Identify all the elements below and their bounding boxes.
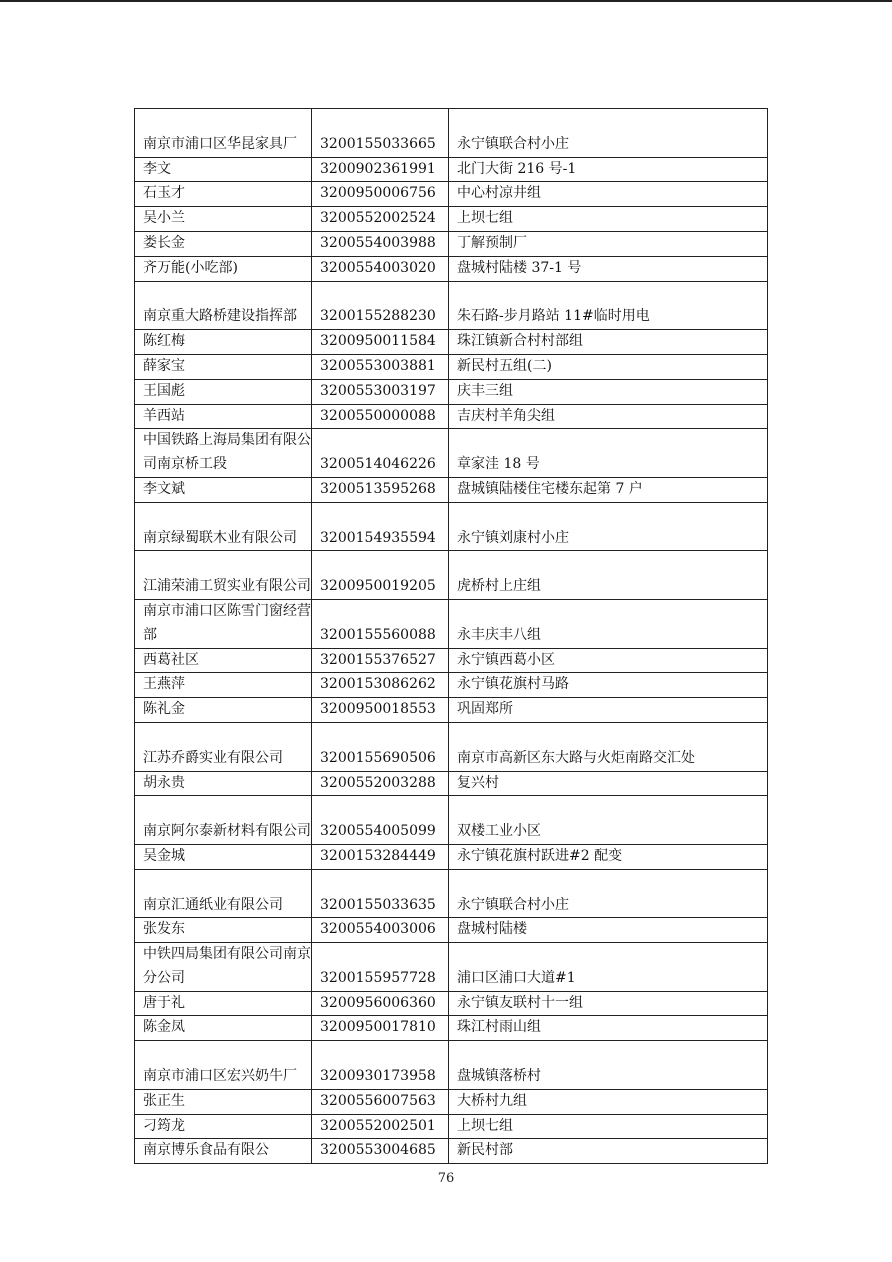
- cell-name: 羊西站: [135, 404, 312, 429]
- cell-address: 吉庆村羊角尖组: [449, 404, 768, 429]
- cell-account-number: 3200930173958: [312, 1041, 449, 1090]
- cell-account-number: 3200155560088: [312, 599, 449, 648]
- cell-name: 薛家宝: [135, 354, 312, 379]
- cell-account-number: 3200552003288: [312, 771, 449, 796]
- cell-name: 陈礼金: [135, 698, 312, 723]
- cell-account-number: 3200155033635: [312, 869, 449, 918]
- cell-address: 巩固郑所: [449, 698, 768, 723]
- cell-address: 珠江村雨山组: [449, 1016, 768, 1041]
- cell-address: 新民村部: [449, 1139, 768, 1164]
- cell-address: 章家洼 18 号: [449, 429, 768, 478]
- cell-account-number: 3200155033665: [312, 109, 449, 158]
- cell-account-number: 3200155288230: [312, 281, 449, 330]
- cell-address: 盘城镇陆楼住宅楼东起第 7 户: [449, 477, 768, 502]
- cell-name: 南京重大路桥建设指挥部: [135, 281, 312, 330]
- table-row: [135, 1016, 768, 1041]
- cell-account-number: 3200553003197: [312, 379, 449, 404]
- table-row: [135, 1089, 768, 1114]
- cell-name: 娄长金: [135, 231, 312, 256]
- cell-address: 盘城镇落桥村: [449, 1041, 768, 1090]
- cell-address: 虎桥村上庄组: [449, 551, 768, 600]
- table-row: [135, 207, 768, 232]
- records-table: [134, 108, 768, 1164]
- cell-address: 盘城村陆楼 37-1 号: [449, 256, 768, 281]
- cell-address: 上坝七组: [449, 1114, 768, 1139]
- table-row: [135, 698, 768, 723]
- table-row: [135, 477, 768, 502]
- table-row: [135, 918, 768, 943]
- cell-account-number: 3200154935594: [312, 502, 449, 551]
- table-row: [135, 943, 768, 992]
- cell-name: 吴小兰: [135, 207, 312, 232]
- cell-account-number: 3200554003020: [312, 256, 449, 281]
- cell-name: 南京市浦口区华昆家具厂: [135, 109, 312, 158]
- cell-name: 南京市浦口区宏兴奶牛厂: [135, 1041, 312, 1090]
- table-row: [135, 648, 768, 673]
- cell-account-number: 3200552002501: [312, 1114, 449, 1139]
- table-row: [135, 330, 768, 355]
- cell-account-number: 3200554003006: [312, 918, 449, 943]
- cell-address: 浦口区浦口大道#1: [449, 943, 768, 992]
- cell-address: 中心村凉井组: [449, 182, 768, 207]
- cell-account-number: 3200950017810: [312, 1016, 449, 1041]
- cell-account-number: 3200553004685: [312, 1139, 449, 1164]
- cell-address: 新民村五组(二): [449, 354, 768, 379]
- cell-account-number: 3200950018553: [312, 698, 449, 723]
- cell-address: 丁解预制厂: [449, 231, 768, 256]
- cell-address: 永宁镇花旗村跃进#2 配变: [449, 844, 768, 869]
- cell-account-number: 3200950006756: [312, 182, 449, 207]
- cell-name: 王国彪: [135, 379, 312, 404]
- cell-account-number: 3200514046226: [312, 429, 449, 478]
- table-row: [135, 673, 768, 698]
- cell-account-number: 3200554003988: [312, 231, 449, 256]
- table-row: [135, 796, 768, 845]
- table-row: [135, 1139, 768, 1164]
- cell-name: 石玉才: [135, 182, 312, 207]
- cell-address: 大桥村九组: [449, 1089, 768, 1114]
- table-row: [135, 869, 768, 918]
- cell-account-number: 3200902361991: [312, 157, 449, 182]
- cell-name: 李文: [135, 157, 312, 182]
- cell-account-number: 3200956006360: [312, 991, 449, 1016]
- cell-account-number: 3200513595268: [312, 477, 449, 502]
- cell-address: 永宁镇友联村十一组: [449, 991, 768, 1016]
- cell-address: 庆丰三组: [449, 379, 768, 404]
- cell-name: 陈红梅: [135, 330, 312, 355]
- cell-account-number: 3200556007563: [312, 1089, 449, 1114]
- table-row: [135, 109, 768, 158]
- table-row: [135, 182, 768, 207]
- cell-name: 南京阿尔泰新材料有限公司: [135, 796, 312, 845]
- cell-account-number: 3200950011584: [312, 330, 449, 355]
- cell-address: 上坝七组: [449, 207, 768, 232]
- cell-address: 朱石路-步月路站 11#临时用电: [449, 281, 768, 330]
- table-row: [135, 502, 768, 551]
- cell-name: 南京绿蜀联木业有限公司: [135, 502, 312, 551]
- cell-name: 中国铁路上海局集团有限公司南京桥工段: [135, 429, 312, 478]
- cell-account-number: 3200554005099: [312, 796, 449, 845]
- cell-name: 南京汇通纸业有限公司: [135, 869, 312, 918]
- cell-address: 永丰庆丰八组: [449, 599, 768, 648]
- records-body: [135, 109, 768, 1164]
- cell-account-number: 3200553003881: [312, 354, 449, 379]
- cell-account-number: 3200550000088: [312, 404, 449, 429]
- table-row: [135, 991, 768, 1016]
- cell-name: 中铁四局集团有限公司南京分公司: [135, 943, 312, 992]
- cell-address: 盘城村陆楼: [449, 918, 768, 943]
- cell-address: 永宁镇联合村小庄: [449, 109, 768, 158]
- cell-account-number: 3200950019205: [312, 551, 449, 600]
- table-row: [135, 844, 768, 869]
- cell-address: 南京市高新区东大路与火炬南路交汇处: [449, 722, 768, 771]
- cell-name: 唐于礼: [135, 991, 312, 1016]
- page-number: 76: [437, 1171, 455, 1186]
- table-row: [135, 599, 768, 648]
- cell-name: 李文斌: [135, 477, 312, 502]
- table-row: [135, 354, 768, 379]
- cell-account-number: 3200552002524: [312, 207, 449, 232]
- cell-address: 北门大街 216 号-1: [449, 157, 768, 182]
- table-row: [135, 157, 768, 182]
- table-row: [135, 256, 768, 281]
- cell-address: 永宁镇西葛小区: [449, 648, 768, 673]
- cell-address: 珠江镇新合村村部组: [449, 330, 768, 355]
- cell-name: 张发东: [135, 918, 312, 943]
- cell-account-number: 3200155690506: [312, 722, 449, 771]
- table-row: [135, 231, 768, 256]
- cell-address: 双楼工业小区: [449, 796, 768, 845]
- top-rule: [0, 0, 892, 2]
- table-row: [135, 1041, 768, 1090]
- cell-name: 江浦荣浦工贸实业有限公司: [135, 551, 312, 600]
- table-row: [135, 429, 768, 478]
- cell-name: 张正生: [135, 1089, 312, 1114]
- cell-name: 南京市浦口区陈雪门窗经营部: [135, 599, 312, 648]
- table-row: [135, 281, 768, 330]
- cell-name: 吴金城: [135, 844, 312, 869]
- cell-name: 齐万能(小吃部): [135, 256, 312, 281]
- cell-account-number: 3200153086262: [312, 673, 449, 698]
- table-row: [135, 404, 768, 429]
- table-row: [135, 379, 768, 404]
- cell-name: 王燕萍: [135, 673, 312, 698]
- cell-name: 南京博乐食品有限公: [135, 1139, 312, 1164]
- cell-name: 西葛社区: [135, 648, 312, 673]
- cell-address: 复兴村: [449, 771, 768, 796]
- table-row: [135, 722, 768, 771]
- cell-address: 永宁镇联合村小庄: [449, 869, 768, 918]
- cell-account-number: 3200155376527: [312, 648, 449, 673]
- cell-name: 江苏乔爵实业有限公司: [135, 722, 312, 771]
- cell-account-number: 3200155957728: [312, 943, 449, 992]
- cell-name: 胡永贵: [135, 771, 312, 796]
- cell-account-number: 3200153284449: [312, 844, 449, 869]
- table-row: [135, 551, 768, 600]
- table-row: [135, 1114, 768, 1139]
- cell-name: 刁筠龙: [135, 1114, 312, 1139]
- cell-address: 永宁镇刘康村小庄: [449, 502, 768, 551]
- table-row: [135, 771, 768, 796]
- cell-address: 永宁镇花旗村马路: [449, 673, 768, 698]
- cell-name: 陈金凤: [135, 1016, 312, 1041]
